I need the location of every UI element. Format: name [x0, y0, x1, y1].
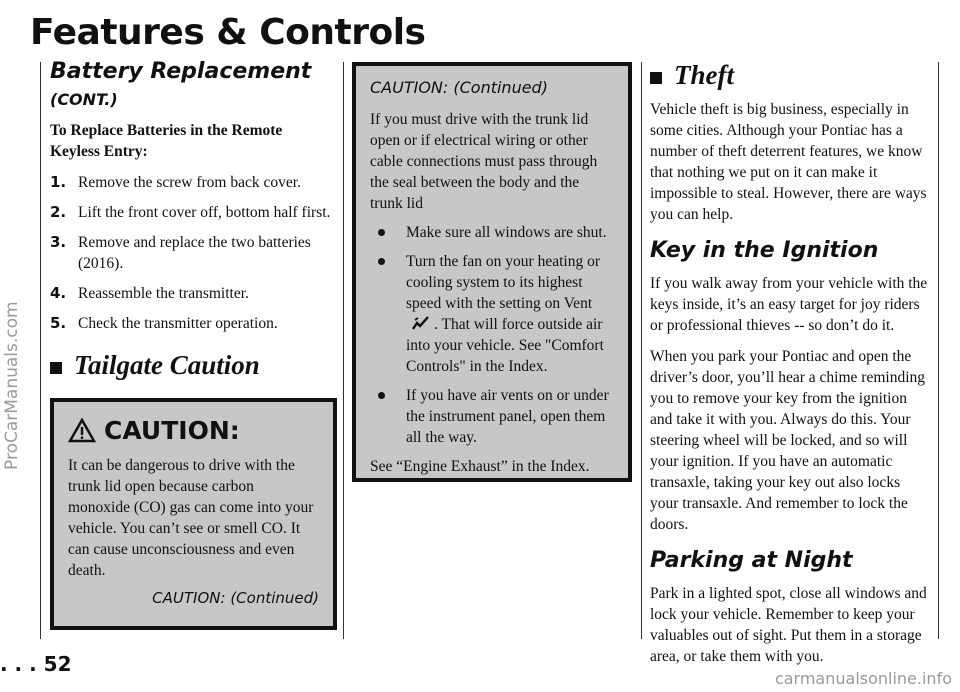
list-item: Turn the fan on your heating or cooling system to its highest speed with the setting on Vent . That will force outside air into your vehicle. See "Comfort Controls" in the Index. [370, 251, 614, 377]
caution-continued-title: CAUTION: (Continued) [370, 78, 548, 97]
caution-title: CAUTION: [104, 416, 240, 445]
key-paragraph-2: When you park your Pontiac and open the driver’s door, you’ll hear a chime reminding you to remove your key from the ignition and take it with you. Always do this. Your steering wheel will be locked, and so will your ignition. If you have an automatic transaxle, taking your key out also locks your transaxle. And remember to lock the doors. [650, 348, 925, 533]
tailgate-heading: Tailgate Caution [74, 350, 260, 380]
caution-body: It can be dangerous to drive with the trunk lid open because carbon monoxide (CO) gas can come into your vehicle. You can’t see or smell CO. It can cause unconsciousness and even death. [68, 457, 314, 579]
side-watermark: ProCarManuals.com [2, 301, 22, 470]
caution-title-row [68, 416, 319, 445]
list-item: 1. Remove the screw from back cover. [50, 173, 301, 191]
tailgate-heading-row [50, 350, 335, 381]
battery-cont: (CONT.) [50, 90, 118, 109]
battery-heading: Battery Replacement [50, 59, 312, 84]
list-item: If you have air vents on or under the instrument panel, open them all the way. [370, 385, 614, 448]
caution-bullets [370, 222, 614, 448]
list-item: 5. Check the transmitter operation. [50, 314, 278, 332]
battery-steps [50, 172, 335, 334]
key-paragraph-1: If you walk away from your vehicle with the keys inside, it’s an easy target for joy riders or professional thieves -- so don’t do it. [650, 275, 928, 334]
bullet-dot-icon [378, 258, 385, 265]
column-rule-right-inner [641, 62, 642, 639]
list-item: 4. Reassemble the transmitter. [50, 284, 249, 302]
caution-box-continued [352, 62, 632, 482]
parking-heading: Parking at Night [650, 548, 853, 573]
caution-continued: CAUTION: (Continued) [152, 589, 319, 607]
page-number: . . . 52 [0, 652, 72, 676]
square-bullet-icon [650, 72, 662, 84]
battery-section [50, 58, 335, 343]
theft-heading: Theft [674, 60, 734, 90]
page-title: Features & Controls [30, 12, 426, 53]
list-item: Make sure all windows are shut. [370, 222, 614, 243]
bottom-watermark: carmanualsonline.info [774, 669, 952, 688]
square-bullet-icon [50, 362, 62, 374]
bullet-dot-icon [378, 392, 385, 399]
vent-mode-icon [410, 314, 432, 332]
column-rule-left [40, 62, 41, 639]
column-rule-middle [343, 62, 344, 639]
warning-triangle-icon [68, 418, 96, 443]
list-item: 3. Remove and replace the two batteries (2016). [50, 233, 311, 272]
parking-body: Park in a lighted spot, close all windows and lock your vehicle. Remember to keep your valuables out of sight. Put them in a storage area, or take them with you. [650, 585, 927, 665]
column-rule-right [938, 62, 939, 639]
list-item: 2. Lift the front cover off, bottom half first. [50, 203, 331, 221]
caution-see-also: See “Engine Exhaust” in the Index. [370, 458, 590, 475]
battery-subheading: To Replace Batteries in the Remote Keyless Entry: [50, 122, 283, 160]
right-column [650, 60, 932, 667]
key-heading: Key in the Ignition [650, 238, 879, 263]
caution-intro: If you must drive with the trunk lid open or if electrical wiring or other cable connections must pass through the seal between the body and the trunk lid [370, 111, 598, 212]
theft-heading-row [650, 60, 932, 91]
bullet-dot-icon [378, 229, 385, 236]
caution-box-tailgate [50, 398, 337, 630]
theft-body: Vehicle theft is big business, especially in some cities. Although your Pontiac has a number of theft deterrent features, we know that nothing we put on it can make it impossible to steal. However, there are ways you can help. [650, 101, 927, 223]
